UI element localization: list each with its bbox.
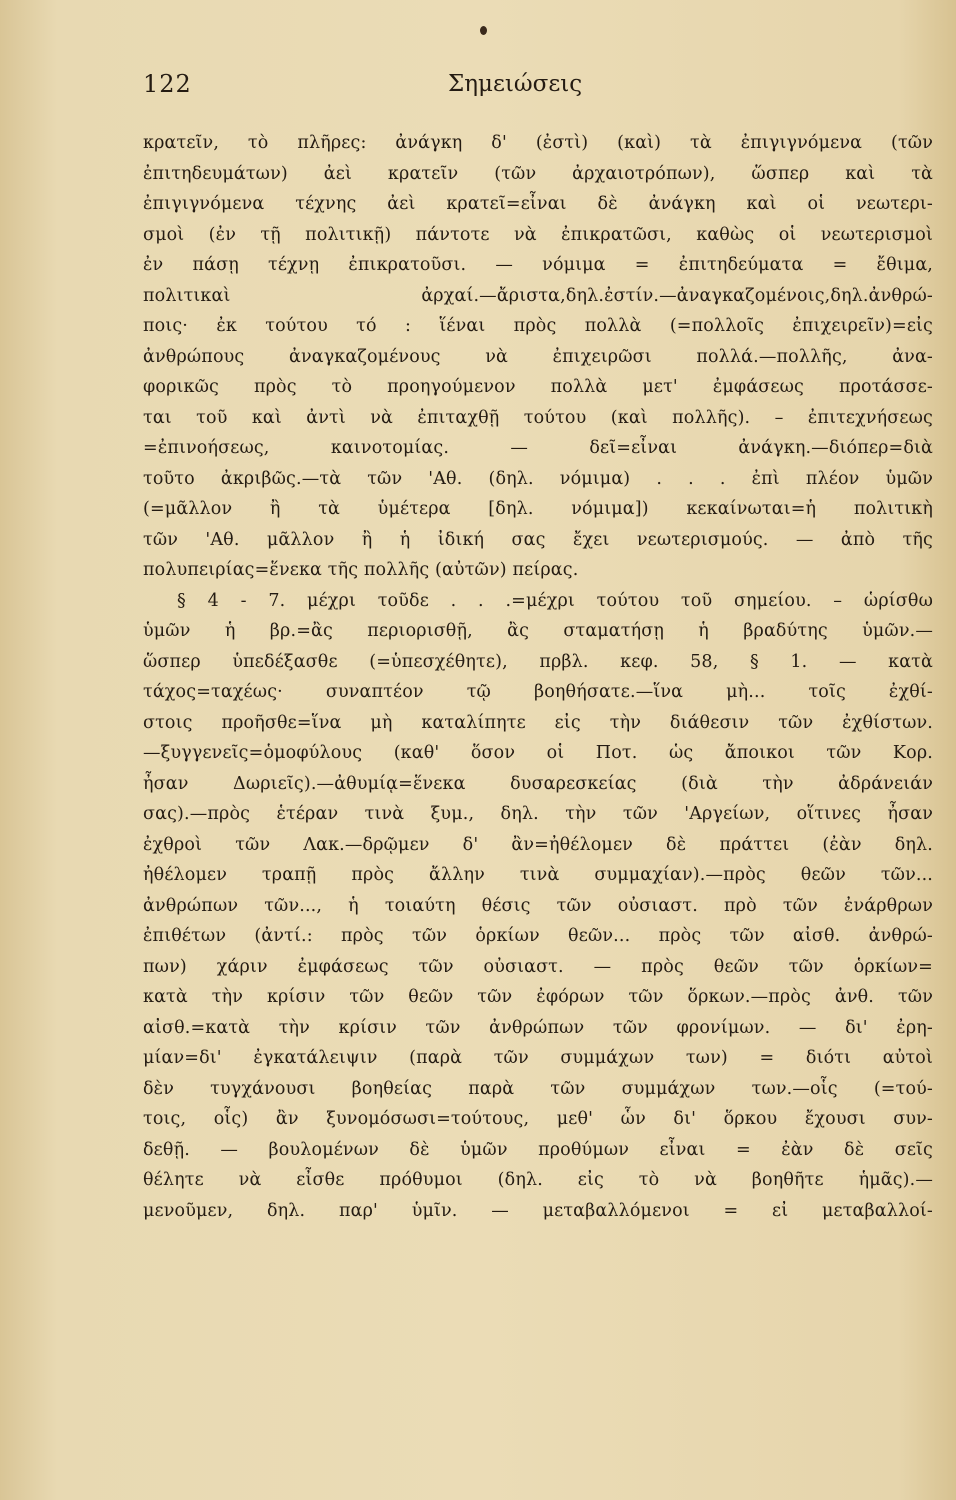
text-line: =ἐπινοήσεως, καινοτομίας. — δεῖ=εἶναι ἀνάγκη.—διόπερ=διὰ bbox=[143, 438, 933, 458]
text-line: φορικῶς πρὸς τὸ προηγούμενον πολλὰ μετ' ἐμφάσεως προτάσσε- bbox=[143, 377, 933, 397]
text-line: ἐν πάσῃ τέχνῃ ἐπικρατοῦσι. — νόμιμα = ἐπιτηδεύματα = ἔθιμα, bbox=[143, 255, 933, 275]
text-line: τοις, οἷς) ἂν ξυνομόσωσι=τούτους, μεθ' ὧν δι' ὅρκου ἔχουσι συν- bbox=[143, 1109, 933, 1129]
notes-body bbox=[143, 128, 933, 1378]
text-line: πων) χάριν ἐμφάσεως τῶν οὐσιαστ. — πρὸς θεῶν τῶν ὁρκίων= bbox=[143, 956, 933, 977]
text-line: ἦσαν Δωριεῖς).—ἀθυμίᾳ=ἕνεκα δυσαρεσκείας (διὰ τὴν ἀδράνειάν bbox=[143, 773, 933, 794]
text-line: ἐπιθέτων (ἀντί.: πρὸς τῶν ὁρκίων θεῶν... πρὸς τῶν αἰσθ. ἀνθρώ- bbox=[143, 926, 933, 946]
text-line: ποις· ἐκ τούτου τό : ἵέναι πρὸς πολλὰ (=πολλοῖς ἐπιχειρεῖν)=εἰς bbox=[143, 316, 933, 336]
text-line: ἀνθρώπων τῶν..., ἡ τοιαύτη θέσις τῶν οὐσιαστ. πρὸ τῶν ἐνάρθρων bbox=[143, 895, 933, 916]
text-line: ται τοῦ καὶ ἀντὶ νὰ ἐπιταχθῇ τούτου (καὶ πολλῆς). – ἐπιτεχνήσεως bbox=[143, 407, 933, 428]
text-line: θέλητε νὰ εἶσθε πρόθυμοι (δηλ. εἰς τὸ νὰ βοηθῆτε ἡμᾶς).— bbox=[143, 1170, 933, 1190]
text-line: —ξυγγενεῖς=ὁμοφύλους (καθ' ὅσον οἱ Ποτ. ὡς ἄποικοι τῶν Κορ. bbox=[143, 743, 933, 763]
text-line: ἐπιτηδευμάτων) ἀεὶ κρατεῖν (τῶν ἀρχαιοτρόπων), ὥσπερ καὶ τὰ bbox=[143, 163, 933, 184]
text-line: πολιτικαὶ ἀρχαί.—ἄριστα,δηλ.ἐστίν.—ἀναγκαζομένοις,δηλ.ἀνθρώ- bbox=[143, 285, 933, 306]
text-line: τάχος=ταχέως· συναπτέον τῷ βοηθήσατε.—ἵνα μὴ... τοῖς ἐχθί- bbox=[143, 682, 933, 702]
page-header bbox=[143, 66, 933, 106]
text-line: κρατεῖν, τὸ πλῆρες: ἀνάγκη δ' (ἐστὶ) (καὶ) τὰ ἐπιγιγνόμενα (τῶν bbox=[143, 133, 933, 153]
text-line: πολυπειρίας=ἕνεκα τῆς πολλῆς (αὐτῶν) πείρας. bbox=[143, 560, 579, 580]
section-start-line: § 4 - 7. μέχρι τοῦδε . . .=μέχρι τούτου τοῦ σημείου. – ὡρίσθω bbox=[177, 590, 933, 611]
running-title: Σημειώσεις bbox=[448, 71, 583, 97]
text-line: τοῦτο ἀκριβῶς.—τὰ τῶν 'Αθ. (δηλ. νόμιμα) . . . ἐπὶ πλέον ὑμῶν bbox=[143, 468, 933, 489]
text-line bbox=[143, 1226, 933, 1257]
text-line: μίαν=δι' ἐγκατάλειψιν (παρὰ τῶν συμμάχων των) = διότι αὐτοὶ bbox=[143, 1048, 933, 1068]
text-line: ἀνθρώπους ἀναγκαζομένους νὰ ἐπιχειρῶσι πολλά.—πολλῆς, ἀνα- bbox=[143, 346, 933, 367]
page-number: 122 bbox=[143, 70, 192, 98]
text-line: αἰσθ.=κατὰ τὴν κρίσιν τῶν ἀνθρώπων τῶν φρονίμων. — δι' ἐρη- bbox=[143, 1017, 933, 1038]
text-line: σμοὶ (ἐν τῇ πολιτικῇ) πάντοτε νὰ ἐπικρατῶσι, καθὼς οἱ νεωτερισμοὶ bbox=[143, 224, 933, 245]
ink-speck bbox=[480, 26, 487, 35]
text-line: σας).—πρὸς ἑτέραν τινὰ ξυμ., δηλ. τὴν τῶν 'Αργείων, οἵτινες ἦσαν bbox=[143, 804, 933, 824]
text-line: κατὰ τὴν κρίσιν τῶν θεῶν τῶν ἐφόρων τῶν ὅρκων.—πρὸς ἀνθ. τῶν bbox=[143, 987, 933, 1007]
text-line: δὲν τυγχάνουσι βοηθείας παρὰ τῶν συμμάχων των.—οἷς (=τού- bbox=[143, 1078, 933, 1099]
text-line: μενοῦμεν, δηλ. παρ' ὑμῖν. — μεταβαλλόμενοι = εἰ μεταβαλλοί- bbox=[143, 1200, 933, 1221]
text-line: ἐχθροὶ τῶν Λακ.—δρῷμεν δ' ἂν=ἠθέλομεν δὲ πράττει (ἐὰν δηλ. bbox=[143, 834, 933, 855]
text-line: στοις προῆσθε=ἵνα μὴ καταλίπητε εἰς τὴν διάθεσιν τῶν ἐχθίστων. bbox=[143, 712, 933, 733]
text-line: τῶν 'Αθ. μᾶλλον ἢ ἡ ἰδική σας ἔχει νεωτερισμούς. — ἀπὸ τῆς bbox=[143, 529, 933, 550]
text-line: δεθῇ. — βουλομένων δὲ ὑμῶν προθύμων εἶναι = ἐὰν δὲ σεῖς bbox=[143, 1139, 933, 1160]
text-line: (=μᾶλλον ἢ τὰ ὑμέτερα [δηλ. νόμιμα]) κεκαίνωται=ἡ πολιτικὴ bbox=[143, 499, 933, 519]
text-line: ὥσπερ ὑπεδέξασθε (=ὑπεσχέθητε), πρβλ. κεφ. 58, § 1. — κατὰ bbox=[143, 651, 933, 672]
text-line: ἠθέλομεν τραπῇ πρὸς ἄλλην τινὰ συμμαχίαν).—πρὸς θεῶν τῶν... bbox=[143, 865, 933, 885]
text-line: ἐπιγιγνόμενα τέχνης ἀεὶ κρατεῖ=εἶναι δὲ ἀνάγκη καὶ οἱ νεωτερι- bbox=[143, 194, 933, 214]
text-line: ὑμῶν ἡ βρ.=ἂς περιορισθῇ, ἂς σταματήσῃ ἡ βραδύτης ὑμῶν.— bbox=[143, 621, 933, 641]
